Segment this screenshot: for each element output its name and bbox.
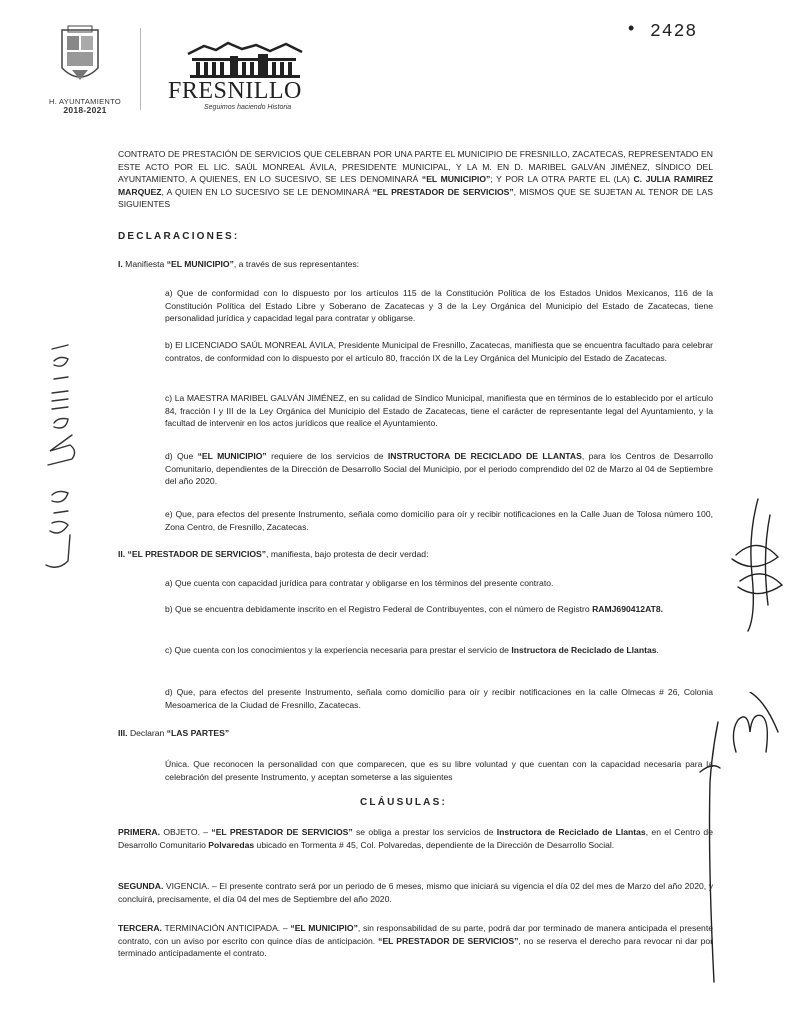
declaration-i: I. Manifiesta “EL MUNICIPIO”, a través de sus representantes: <box>118 259 360 269</box>
clause-tercera: TERCERA. TERMINACIÓN ANTICIPADA. – “EL MUNICIPIO”, sin responsabilidad de su parte, podrá dar por terminado de manera anticipada el presente contrato, con un aviso por escrito con quince días de anticipación. “EL PRESTADOR DE SERVICIOS”, no se reserva el derecho para revocar ni dar por terminado anticipadamente el contrato. <box>118 923 714 959</box>
header-divider <box>140 28 141 110</box>
number-mark: • <box>628 18 635 38</box>
logo-tagline: Seguimos haciendo Historia <box>204 104 292 111</box>
declaration-i-d: d) Que “EL MUNICIPIO” requiere de los servicios de INSTRUCTORA DE RECICLADO DE LLANTAS, para los Centros de Desarrollo Comunitario, dependientes de la Dirección de Desarrollo Social del Municipio, por el periodo comprendido del 02 de Marzo al 04 de Septiembre del año 2020. <box>165 451 713 487</box>
declaration-ii-b: b) Que se encuentra debidamente inscrito en el Registro Federal de Contribuyentes, con el número de Registro RAMJ690412AT8. <box>165 604 664 614</box>
declaration-ii: II. “EL PRESTADOR DE SERVICIOS”, manifiesta, bajo protesta de decir verdad: <box>118 549 429 559</box>
document-number: 2428 <box>650 22 698 42</box>
declaration-i-c: c) La MAESTRA MARIBEL GALVÁN JIMÉNEZ, en su calidad de Síndico Municipal, manifiesta que en términos de lo establecido por el artículo 84, fracción I y III de la Ley Orgánica del Municipio del Estado de Zacatecas, tiene el carácter de representante legal del Ayuntamiento, y la facultad de intervenir en los actos jurídicos que realice el Ayuntamiento. <box>165 393 713 429</box>
handwritten-name-initials <box>28 335 88 575</box>
fresnillo-skyline-logo-icon <box>186 40 304 78</box>
clause-primera: PRIMERA. OBJETO. – “EL PRESTADOR DE SERVICIOS” se obliga a prestar los servicios de Instructora de Reciclado de Llantas, en el Centro de Desarrollo Comunitario Polvaredas ubicado en Tormenta # 45, Col. Polvaredas, dependiente de la Dirección de Desarrollo Social. <box>118 827 713 850</box>
declaraciones-heading: DECLARACIONES: <box>118 231 240 242</box>
signature-mark <box>718 495 788 635</box>
declaration-i-a: a) Que de conformidad con lo dispuesto por los artículos 115 de la Constitución Política de los Estados Unidos Mexicanos, 116 de la Constitución Política del Estado Libre y Soberano de Zacatecas y 3 de la Ley Orgánica del Municipio del Estado de Zacatecas, tiene personalidad jurídica y capacidad legal para contratar y obligarse. <box>165 288 713 324</box>
declaration-ii-d: d) Que, para efectos del presente Instrumento, señala como domicilio para oír y recibir notificaciones en la calle Olmecas # 26, Colonia Mesoamerica de la Ciudad de Fresnillo, Zacatecas. <box>165 687 713 710</box>
municipal-seal-icon <box>58 24 102 90</box>
logo-name: FRESNILLO <box>168 78 302 104</box>
declaration-ii-c: c) Que cuenta con los conocimientos y la experiencia necesaria para prestar el servicio de Instructora de Reciclado de Llantas. <box>165 645 659 655</box>
clausulas-heading: CLÁUSULAS: <box>360 797 447 808</box>
intro-paragraph: CONTRATO DE PRESTACIÓN DE SERVICIOS QUE CELEBRAN POR UNA PARTE EL MUNICIPIO DE FRESNILLO, ZACATECAS, REPRESENTADO EN ESTE ACTO POR EL LIC. SAÚL MONREAL ÁVILA, PRESIDENTE MUNICIPAL, Y LA M. EN D. MARIBEL GALVÁN JIMÉNEZ, SÍNDICO DEL AYUNTAMIENTO, A QUIENES, EN LO SUCESIVO, SE LES DENOMINARÁ “EL MUNICIPIO”; Y POR LA OTRA PARTE EL (LA) C. JULIA RAMIREZ MARQUEZ, A QUIEN EN LO SUCESIVO SE LE DENOMINARÁ “EL PRESTADOR DE SERVICIOS”, MISMOS QUE SE SUJETAN AL TENOR DE LAS SIGUIENTES <box>118 149 713 210</box>
declaration-i-b: b) El LICENCIADO SAÚL MONREAL ÁVILA, Presidente Municipal de Fresnillo, Zacatecas, manifiesta que se encuentra facultado para celebrar contratos, de conformidad con lo dispuesto por el artículo 80, fracción IX de la Ley Orgánica del Municipio del Estado de Zacatecas. <box>165 340 713 363</box>
signature-mark-2 <box>690 692 790 992</box>
clause-segunda: SEGUNDA. VIGENCIA. – El presente contrato será por un periodo de 6 meses, mismo que iniciará su vigencia el día 02 del mes de Marzo del año 2020, y concluirá, precisamente, el día 04 del mes de Septiembre del año 2020. <box>118 881 713 904</box>
declaration-ii-a: a) Que cuenta con capacidad jurídica para contratar y obligarse en los términos del presente contrato. <box>165 578 554 588</box>
declaration-iii-unica: Única. Que reconocen la personalidad con que comparecen, que es su libre voluntad y que cuentan con la capacidad necesaria para la celebración del presente Instrumento, y aceptan someterse a las siguientes <box>165 759 713 782</box>
declaration-i-e: e) Que, para efectos del presente Instrumento, señala como domicilio para oír y recibir notificaciones en la Calle Juan de Tolosa número 100, Zona Centro, de Fresnillo, Zacatecas. <box>165 509 713 532</box>
declaration-iii: III. Declaran “LAS PARTES” <box>118 728 230 738</box>
ayuntamiento-label: H. AYUNTAMIENTO 2018-2021 <box>48 97 121 115</box>
